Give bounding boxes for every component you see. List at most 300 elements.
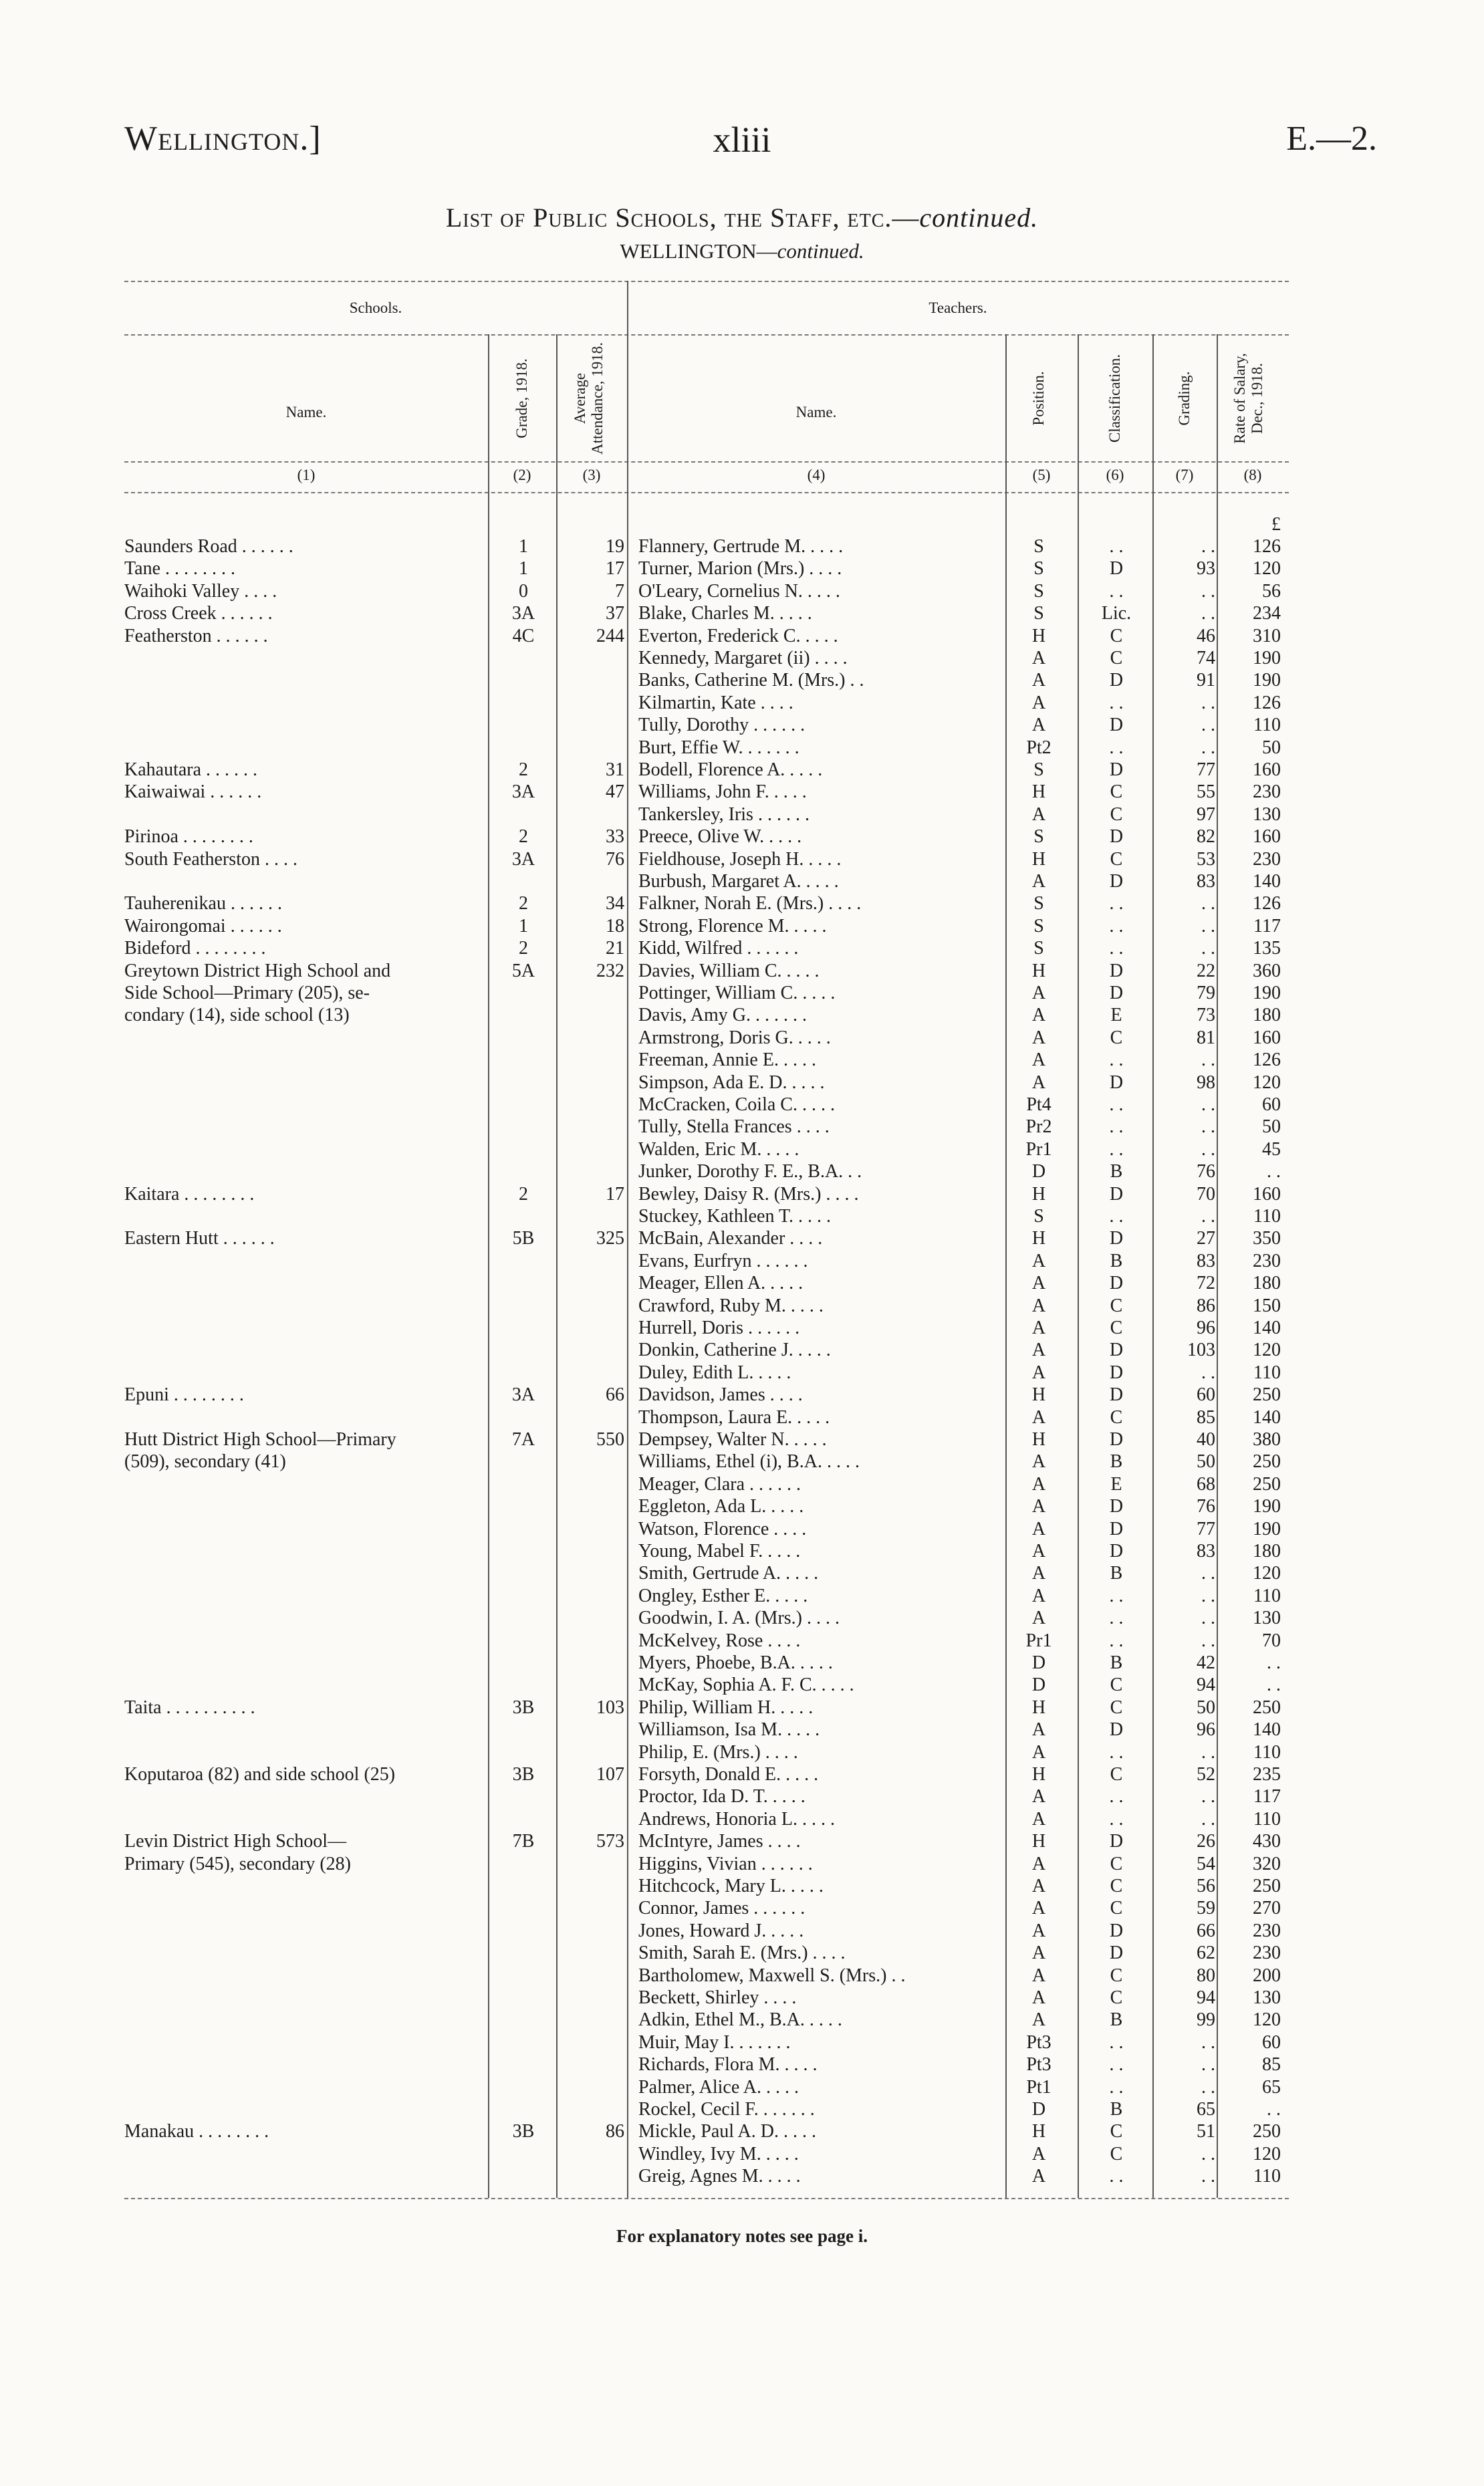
teacher-position: S <box>1033 826 1044 847</box>
school-grade: 2 <box>519 1184 528 1205</box>
teacher-classification: D <box>1109 1719 1124 1740</box>
teacher-grading: . . <box>1201 1563 1215 1584</box>
teacher-salary: 45 <box>1262 1139 1281 1160</box>
school-attendance: 31 <box>606 759 624 780</box>
school-grade: 3B <box>512 1764 535 1785</box>
teacher-salary: 140 <box>1253 1318 1281 1338</box>
teacher-salary: 190 <box>1253 1519 1281 1539</box>
school-attendance: 232 <box>596 961 624 981</box>
teacher-classification: D <box>1109 670 1124 691</box>
teacher-grading: 96 <box>1197 1719 1215 1740</box>
school-attendance: 18 <box>606 916 624 937</box>
teacher-salary: 50 <box>1262 1116 1281 1137</box>
teacher-position: Pt4 <box>1026 1094 1052 1115</box>
teacher-grading: 62 <box>1197 1943 1215 1963</box>
teacher-name: Simpson, Ada E. D. . . . . <box>638 1072 825 1093</box>
region-title-text: WELLINGTON— <box>620 239 777 263</box>
page-header-left: Wellington.] <box>124 120 322 158</box>
school-attendance: 21 <box>606 938 624 959</box>
teacher-salary: 85 <box>1262 2054 1281 2075</box>
teacher-classification: C <box>1110 804 1123 825</box>
school-grade: 3A <box>511 781 535 802</box>
teacher-grading: 56 <box>1197 1876 1215 1896</box>
teacher-classification: . . <box>1109 893 1124 914</box>
teacher-position: D <box>1031 2099 1046 2120</box>
teacher-position: Pt3 <box>1026 2054 1052 2075</box>
teacher-position: A <box>1031 1987 1046 2008</box>
school-name: Primary (545), secondary (28) <box>124 1854 352 1874</box>
teacher-grading: 73 <box>1197 1005 1215 1025</box>
teacher-classification: D <box>1109 1496 1124 1517</box>
col-number-8: (8) <box>1243 467 1262 483</box>
teacher-classification: . . <box>1109 1116 1124 1137</box>
teacher-position: A <box>1031 1072 1046 1093</box>
teacher-position: A <box>1031 871 1046 892</box>
teacher-position: A <box>1031 1295 1046 1316</box>
teacher-name: Jones, Howard J. . . . . <box>638 1920 804 1941</box>
teacher-grading: . . <box>1201 1809 1215 1830</box>
teacher-classification: . . <box>1109 1586 1124 1606</box>
school-grade: 3A <box>511 1384 535 1405</box>
teacher-grading: 54 <box>1197 1854 1215 1874</box>
teacher-position: A <box>1031 2166 1046 2187</box>
teacher-name: Philip, William H. . . . . <box>638 1697 814 1718</box>
teacher-position: H <box>1031 1184 1046 1205</box>
teacher-name: Banks, Catherine M. (Mrs.) . . <box>638 670 864 691</box>
col-classification: Classification. <box>1106 354 1123 443</box>
teacher-classification: . . <box>1109 581 1124 602</box>
teacher-salary: 120 <box>1253 2009 1281 2030</box>
teacher-grading: . . <box>1201 603 1215 624</box>
teacher-classification: B <box>1110 1451 1123 1472</box>
teacher-name: Stuckey, Kathleen T. . . . . <box>638 1206 831 1227</box>
school-attendance: 107 <box>596 1764 624 1785</box>
teacher-position: A <box>1031 1786 1046 1807</box>
teacher-classification: D <box>1109 1920 1124 1941</box>
school-attendance: 33 <box>606 826 624 847</box>
teacher-grading: 96 <box>1197 1318 1215 1338</box>
teacher-position: A <box>1031 1854 1046 1874</box>
teacher-salary: . . <box>1267 1652 1281 1673</box>
teacher-salary: 190 <box>1253 670 1281 691</box>
teacher-name: Crawford, Ruby M. . . . . <box>638 1295 824 1316</box>
teacher-grading: . . <box>1201 737 1215 758</box>
school-name: Side School—Primary (205), se- <box>124 983 370 1003</box>
teacher-position: A <box>1031 2144 1046 2164</box>
school-grade: 2 <box>519 938 528 959</box>
teacher-classification: . . <box>1109 916 1124 937</box>
teacher-grading: 50 <box>1197 1697 1215 1718</box>
footnote: For explanatory notes see page i. <box>616 2226 868 2246</box>
teacher-salary: 230 <box>1253 1943 1281 1963</box>
teacher-position: A <box>1031 1340 1046 1360</box>
school-name: Hutt District High School—Primary <box>124 1429 396 1450</box>
teacher-salary: 110 <box>1253 1362 1281 1383</box>
teacher-position: A <box>1031 1519 1046 1539</box>
teacher-position: A <box>1031 1318 1046 1338</box>
teacher-classification: E <box>1110 1474 1122 1495</box>
teacher-name: Duley, Edith L. . . . . <box>638 1362 791 1383</box>
teacher-grading: . . <box>1201 1630 1215 1651</box>
teacher-classification: . . <box>1109 938 1124 959</box>
teacher-salary: 230 <box>1253 1920 1281 1941</box>
teacher-name: Beckett, Shirley . . . . <box>638 1987 797 2008</box>
teacher-name: Forsyth, Donald E. . . . . <box>638 1764 819 1785</box>
teacher-classification: C <box>1110 648 1123 668</box>
teacher-position: S <box>1033 759 1044 780</box>
teacher-grading: 22 <box>1197 961 1215 981</box>
teacher-grading: 51 <box>1197 2121 1215 2142</box>
teacher-salary: 230 <box>1253 781 1281 802</box>
teacher-grading: 83 <box>1197 1541 1215 1562</box>
teacher-name: Kilmartin, Kate . . . . <box>638 693 793 713</box>
school-name: Manakau . . . . . . . . <box>124 2121 269 2142</box>
teacher-position: Pr2 <box>1025 1116 1052 1137</box>
teacher-salary: 117 <box>1253 1786 1281 1807</box>
school-attendance: 550 <box>596 1429 624 1450</box>
teacher-name: Windley, Ivy M. . . . . <box>638 2144 799 2164</box>
teacher-position: H <box>1031 1697 1046 1718</box>
teacher-name: Donkin, Catherine J. . . . . <box>638 1340 831 1360</box>
teacher-salary: 126 <box>1253 536 1281 557</box>
teacher-position: S <box>1033 581 1044 602</box>
teacher-name: Andrews, Honoria L. . . . . <box>638 1809 835 1830</box>
teacher-position: A <box>1031 1273 1046 1293</box>
teacher-position: A <box>1031 1586 1046 1606</box>
teacher-salary: 160 <box>1253 1184 1281 1205</box>
teacher-salary: 140 <box>1253 871 1281 892</box>
school-attendance: 573 <box>596 1831 624 1852</box>
teacher-salary: 180 <box>1253 1273 1281 1293</box>
teacher-name: Falkner, Norah E. (Mrs.) . . . . <box>638 893 862 914</box>
teacher-name: Ongley, Esther E. . . . . <box>638 1586 808 1606</box>
teachers-group-header: Teachers. <box>929 299 987 316</box>
teacher-classification: D <box>1109 1943 1124 1963</box>
school-attendance: 47 <box>606 781 624 802</box>
school-name: Kahautara . . . . . . <box>124 759 258 780</box>
teacher-classification: D <box>1109 1384 1124 1405</box>
teacher-salary: 150 <box>1253 1295 1281 1316</box>
teacher-salary: 235 <box>1253 1764 1281 1785</box>
teacher-grading: 77 <box>1197 1519 1215 1539</box>
teacher-salary: 140 <box>1253 1719 1281 1740</box>
teacher-salary: 250 <box>1253 1451 1281 1472</box>
school-attendance: 17 <box>606 558 624 579</box>
teacher-name: Adkin, Ethel M., B.A. . . . . <box>638 2009 842 2030</box>
teacher-grading: . . <box>1201 2166 1215 2187</box>
teacher-grading: 46 <box>1197 626 1215 646</box>
column-number-rule <box>124 492 1289 493</box>
school-grade: 1 <box>519 536 528 557</box>
teacher-position: H <box>1031 961 1046 981</box>
teacher-salary: 110 <box>1253 1586 1281 1606</box>
teacher-classification: C <box>1110 2144 1123 2164</box>
teacher-position: D <box>1031 1161 1046 1182</box>
divider-grade-attendance <box>556 334 558 2198</box>
teacher-name: Armstrong, Doris G. . . . . <box>638 1027 831 1048</box>
col-number-4: (4) <box>807 467 826 483</box>
school-name: Epuni . . . . . . . . <box>124 1384 244 1405</box>
col-salary: Rate of Salary, Dec., 1918. <box>1231 353 1265 444</box>
teacher-grading: 42 <box>1197 1652 1215 1673</box>
col-number-1: (1) <box>297 467 316 483</box>
teacher-classification: B <box>1110 2009 1123 2030</box>
teacher-salary: 120 <box>1253 1072 1281 1093</box>
teacher-classification: B <box>1110 1563 1123 1584</box>
school-attendance: 76 <box>606 849 624 870</box>
teacher-salary: 250 <box>1253 1697 1281 1718</box>
teacher-name: Williams, John F. . . . . <box>638 781 807 802</box>
teacher-classification: C <box>1110 1965 1123 1986</box>
teacher-name: Meager, Ellen A. . . . . <box>638 1273 803 1293</box>
teacher-grading: . . <box>1201 938 1215 959</box>
teacher-name: Hitchcock, Mary L. . . . . <box>638 1876 824 1896</box>
teacher-grading: 59 <box>1197 1898 1215 1918</box>
col-attendance: Average Attendance, 1918. <box>572 342 606 455</box>
teacher-salary: 160 <box>1253 1027 1281 1048</box>
teacher-position: S <box>1033 893 1044 914</box>
teacher-name: Higgins, Vivian . . . . . . <box>638 1854 813 1874</box>
teacher-position: S <box>1033 603 1044 624</box>
teacher-classification: . . <box>1109 1094 1124 1115</box>
col-number-7: (7) <box>1175 467 1194 483</box>
teacher-salary: 60 <box>1262 2032 1281 2053</box>
teacher-position: D <box>1031 1652 1046 1673</box>
teacher-salary: 310 <box>1253 626 1281 646</box>
teacher-grading: 85 <box>1197 1407 1215 1428</box>
teacher-position: Pr1 <box>1025 1630 1052 1651</box>
teacher-classification: . . <box>1109 2054 1124 2075</box>
teacher-grading: . . <box>1201 1786 1215 1807</box>
teacher-classification: E <box>1110 1005 1122 1025</box>
school-name: Waihoki Valley . . . . <box>124 581 277 602</box>
teacher-grading: 93 <box>1197 558 1215 579</box>
teacher-grading: 79 <box>1197 983 1215 1003</box>
school-attendance: 325 <box>596 1228 624 1249</box>
teacher-name: Everton, Frederick C. . . . . <box>638 626 838 646</box>
teacher-grading: 76 <box>1197 1496 1215 1517</box>
teacher-name: Tankersley, Iris . . . . . . <box>638 804 810 825</box>
teacher-classification: C <box>1110 1876 1123 1896</box>
teacher-position: A <box>1031 1027 1046 1048</box>
teacher-grading: 94 <box>1197 1987 1215 2008</box>
teacher-classification: . . <box>1109 536 1124 557</box>
teacher-salary: 160 <box>1253 759 1281 780</box>
teacher-classification: . . <box>1109 2032 1124 2053</box>
teacher-name: Smith, Sarah E. (Mrs.) . . . . <box>638 1943 846 1963</box>
group-header-rule <box>124 334 1289 336</box>
teacher-position: S <box>1033 1206 1044 1227</box>
teacher-name: Williams, Ethel (i), B.A. . . . . <box>638 1451 860 1472</box>
teacher-grading: 82 <box>1197 826 1215 847</box>
teacher-position: A <box>1031 983 1046 1003</box>
teacher-classification: C <box>1110 1854 1123 1874</box>
teacher-name: McBain, Alexander . . . . <box>638 1228 823 1249</box>
teacher-salary: 430 <box>1253 1831 1281 1852</box>
teacher-classification: D <box>1109 1228 1124 1249</box>
school-attendance: 34 <box>606 893 624 914</box>
teacher-position: A <box>1031 1965 1046 1986</box>
teacher-classification: D <box>1109 715 1124 735</box>
teacher-grading: . . <box>1201 1139 1215 1160</box>
teacher-name: Bewley, Daisy R. (Mrs.) . . . . <box>638 1184 859 1205</box>
teacher-classification: . . <box>1109 2166 1124 2187</box>
teacher-classification: D <box>1109 1184 1124 1205</box>
teacher-classification: D <box>1109 871 1124 892</box>
teacher-grading: 83 <box>1197 1251 1215 1271</box>
teacher-salary: 56 <box>1262 581 1281 602</box>
teacher-grading: 77 <box>1197 759 1215 780</box>
teacher-position: A <box>1031 2009 1046 2030</box>
teacher-classification: C <box>1110 1027 1123 1048</box>
teacher-position: Pt2 <box>1026 737 1052 758</box>
school-name: Levin District High School— <box>124 1831 347 1852</box>
teacher-classification: C <box>1110 781 1123 802</box>
teacher-classification: C <box>1110 1318 1123 1338</box>
school-grade: 2 <box>519 826 528 847</box>
teacher-classification: D <box>1109 1541 1124 1562</box>
teacher-position: A <box>1031 1362 1046 1383</box>
teacher-name: Tully, Dorothy . . . . . . <box>638 715 806 735</box>
school-name: Pirinoa . . . . . . . . <box>124 826 253 847</box>
teacher-salary: 130 <box>1253 804 1281 825</box>
teacher-position: A <box>1031 1251 1046 1271</box>
teacher-name: Williamson, Isa M. . . . . <box>638 1719 820 1740</box>
teacher-grading: 72 <box>1197 1273 1215 1293</box>
page-number: xliii <box>713 120 771 160</box>
teacher-classification: B <box>1110 1652 1123 1673</box>
teacher-name: Thompson, Laura E. . . . . <box>638 1407 830 1428</box>
teacher-position: A <box>1031 1809 1046 1830</box>
teacher-salary: 110 <box>1253 1809 1281 1830</box>
teacher-name: Turner, Marion (Mrs.) . . . . <box>638 558 842 579</box>
teacher-salary: 190 <box>1253 648 1281 668</box>
column-header-rule <box>124 461 1289 463</box>
teacher-position: A <box>1031 1005 1046 1025</box>
teacher-name: Richards, Flora M. . . . . <box>638 2054 818 2075</box>
teacher-position: A <box>1031 1608 1046 1628</box>
teacher-grading: 86 <box>1197 1295 1215 1316</box>
teacher-grading: . . <box>1201 2054 1215 2075</box>
teacher-grading: 65 <box>1197 2099 1215 2120</box>
teacher-name: Connor, James . . . . . . <box>638 1898 806 1918</box>
school-attendance: 66 <box>606 1384 624 1405</box>
teacher-position: A <box>1031 1049 1046 1070</box>
teacher-salary: 60 <box>1262 1094 1281 1115</box>
page-header-right: E.—2. <box>1286 120 1377 158</box>
teacher-classification: D <box>1109 1273 1124 1293</box>
teacher-salary: 120 <box>1253 2144 1281 2164</box>
teacher-classification: . . <box>1109 1206 1124 1227</box>
teacher-position: A <box>1031 693 1046 713</box>
teacher-classification: D <box>1109 983 1124 1003</box>
teacher-name: Walden, Eric M. . . . . <box>638 1139 799 1160</box>
teacher-grading: 103 <box>1187 1340 1215 1360</box>
teacher-classification: D <box>1109 1831 1124 1852</box>
teacher-position: A <box>1031 1943 1046 1963</box>
teacher-classification: . . <box>1109 1809 1124 1830</box>
teacher-salary: 120 <box>1253 558 1281 579</box>
col-position: Position. <box>1030 371 1047 426</box>
teacher-name: Strong, Florence M. . . . . <box>638 916 827 937</box>
teacher-name: Smith, Gertrude A. . . . . <box>638 1563 819 1584</box>
teacher-name: Myers, Phoebe, B.A. . . . . <box>638 1652 833 1673</box>
teacher-classification: D <box>1109 1429 1124 1450</box>
teacher-grading: 27 <box>1197 1228 1215 1249</box>
divider-name-grade <box>488 334 489 2198</box>
school-grade: 7A <box>511 1429 535 1450</box>
teacher-salary: 110 <box>1253 1206 1281 1227</box>
teacher-position: A <box>1031 648 1046 668</box>
teacher-name: Pottinger, William C. . . . . <box>638 983 836 1003</box>
teacher-name: McKay, Sophia A. F. C. . . . . <box>638 1674 854 1695</box>
divider-schools-teachers <box>627 281 628 2198</box>
teacher-position: H <box>1031 2121 1046 2142</box>
teacher-position: A <box>1031 1496 1046 1517</box>
teacher-position: H <box>1031 1429 1046 1450</box>
teacher-position: Pt3 <box>1026 2032 1052 2053</box>
school-grade: 5B <box>512 1228 535 1249</box>
teacher-name: Mickle, Paul A. D. . . . . <box>638 2121 816 2142</box>
teacher-classification: . . <box>1109 1742 1124 1763</box>
teacher-position: A <box>1031 1920 1046 1941</box>
col-number-2: (2) <box>513 467 531 483</box>
school-grade: 7B <box>512 1831 535 1852</box>
teacher-salary: 250 <box>1253 1384 1281 1405</box>
teacher-name: Meager, Clara . . . . . . <box>638 1474 801 1495</box>
teacher-classification: . . <box>1109 1630 1124 1651</box>
teacher-salary: 180 <box>1253 1541 1281 1562</box>
school-name: South Featherston . . . . <box>124 849 297 870</box>
teacher-salary: 126 <box>1253 1049 1281 1070</box>
teacher-salary: 320 <box>1253 1854 1281 1874</box>
col-teacher-name: Name. <box>795 404 837 420</box>
teacher-classification: B <box>1110 1251 1123 1271</box>
col-number-3: (3) <box>582 467 601 483</box>
currency-symbol: £ <box>1271 514 1281 535</box>
teacher-salary: 110 <box>1253 1742 1281 1763</box>
teacher-salary: 250 <box>1253 1876 1281 1896</box>
teacher-salary: 120 <box>1253 1340 1281 1360</box>
teacher-name: Davies, William C. . . . . <box>638 961 820 981</box>
teacher-grading: 81 <box>1197 1027 1215 1048</box>
school-grade: 5A <box>511 961 535 981</box>
teacher-name: Young, Mabel F. . . . . <box>638 1541 801 1562</box>
school-grade: 1 <box>519 916 528 937</box>
school-attendance: 19 <box>606 536 624 557</box>
teacher-salary: . . <box>1267 2099 1281 2120</box>
teacher-name: Goodwin, I. A. (Mrs.) . . . . <box>638 1608 840 1628</box>
school-grade: 3B <box>512 2121 535 2142</box>
teacher-grading: . . <box>1201 2032 1215 2053</box>
teacher-salary: 380 <box>1253 1429 1281 1450</box>
teacher-name: Watson, Florence . . . . <box>638 1519 807 1539</box>
teacher-grading: . . <box>1201 893 1215 914</box>
teacher-position: D <box>1031 1674 1046 1695</box>
teacher-grading: . . <box>1201 2077 1215 2098</box>
school-name: Bideford . . . . . . . . <box>124 938 266 959</box>
school-name: Tauherenikau . . . . . . <box>124 893 282 914</box>
teacher-salary: 140 <box>1253 1407 1281 1428</box>
school-attendance: 86 <box>606 2121 624 2142</box>
teacher-salary: 350 <box>1253 1228 1281 1249</box>
teacher-grading: 50 <box>1197 1451 1215 1472</box>
teacher-position: H <box>1031 849 1046 870</box>
teacher-salary: 126 <box>1253 893 1281 914</box>
school-name: Saunders Road . . . . . . <box>124 536 293 557</box>
teacher-grading: 68 <box>1197 1474 1215 1495</box>
teacher-position: S <box>1033 558 1044 579</box>
